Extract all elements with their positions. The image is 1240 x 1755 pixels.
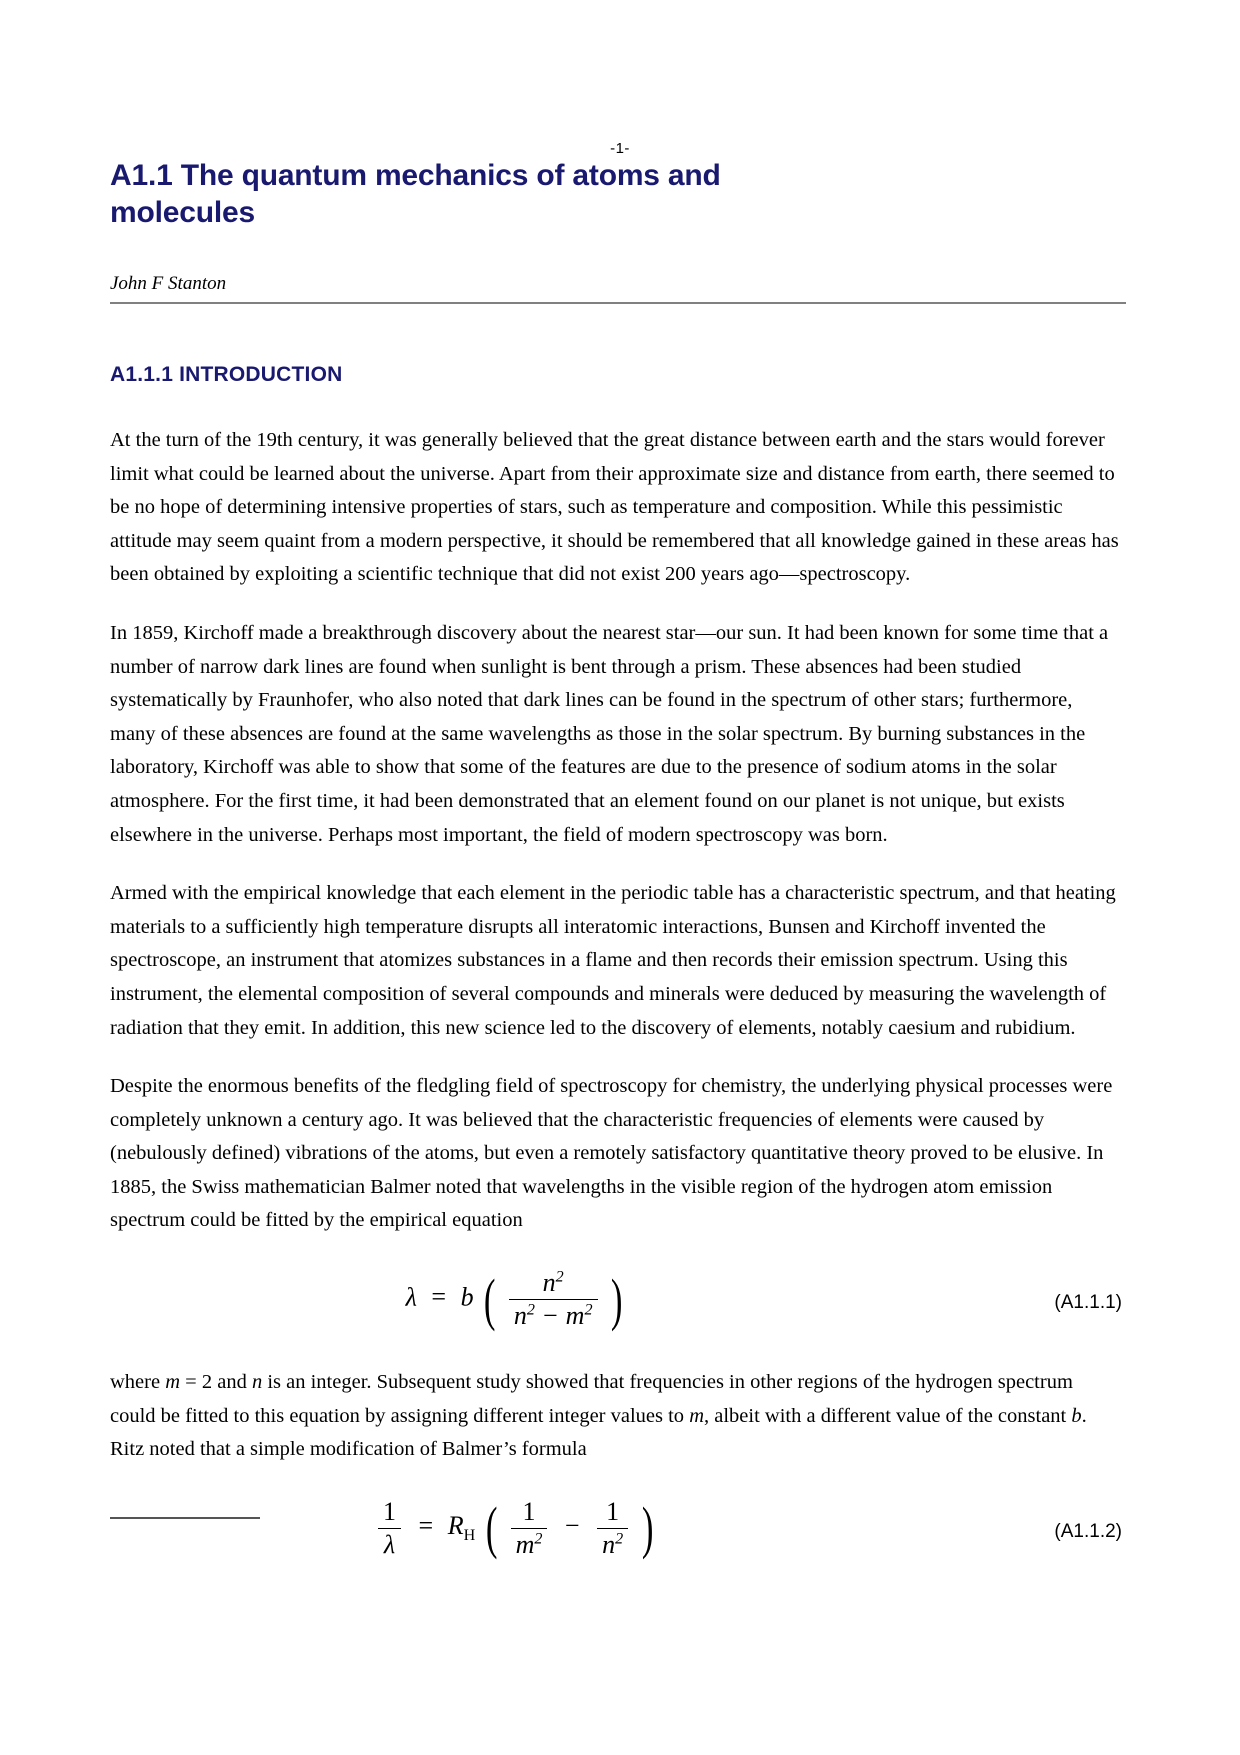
body-content xyxy=(110,424,1122,1595)
equation-lambda-symbol: λ xyxy=(405,1282,417,1312)
paren-open-icon: ( xyxy=(483,1266,496,1332)
fraction-denominator: $n^2 - m^2$ xyxy=(509,1299,598,1331)
equation-equals-sign: = xyxy=(418,1511,434,1541)
paragraph-4: Despite the enormous benefits of the fledgling field of spectroscopy for chemistry, the underlying physical processes were completely unknown a century ago. It was believed that the characteristic frequencies of elements were caused by (nebulously defined) vibrations of the atoms, but even a remotely satisfactory quantitative theory proved to be elusive. In 1885, the Swiss mathematician Balmer noted that wavelengths in the visible region of the hydrogen atom emission spectrum could be fitted by the empirical equation xyxy=(110,1075,1113,1232)
equation-lhs-fraction xyxy=(378,1497,401,1560)
paragraph-2: In 1859, Kirchoff made a breakthrough discovery about the nearest star—our sun. It had been known for some time that a number of narrow dark lines are found when sunlight is bent through a prism. These absences had been studied systematically by Fraunhofer, who also noted that dark lines can be found in the spectrum of other stars; furthermore, many of these absences are found at the same wavelengths as those in the solar spectrum. By burning substances in the laboratory, Kirchoff was able to show that some of the features are due to the presence of sodium atoms in the solar atmosphere. For the first time, it had been demonstrated that an element found on our planet is not unique, but exists elsewhere in the universe. Perhaps most important, the field of modern spectroscopy was born. xyxy=(110,621,1109,846)
page-title: A1.1 The quantum mechanics of atoms and molecules xyxy=(110,159,721,229)
title-block xyxy=(110,158,790,231)
first-term-numerator: 1 xyxy=(522,1496,536,1526)
footnote-divider xyxy=(110,1517,260,1519)
author-name: John F Stanton xyxy=(110,273,227,294)
equation-first-term xyxy=(511,1497,548,1560)
equation-a1-1-2 xyxy=(110,1497,1122,1567)
rydberg-constant: $R_H$ xyxy=(447,1511,476,1545)
equation-label-a1-1-1: (A1.1.1) xyxy=(1054,1292,1122,1314)
page-number: -1- xyxy=(610,140,630,157)
paragraph-5: where m = 2 and n is an integer. Subsequent study showed that frequencies in other regions of the hydrogen spectrum could be fitted to this equation by assigning different integer values to m, albeit with a different value of the constant b. Ritz noted that a simple modification of Balmer’s formula xyxy=(110,1371,1087,1461)
equation-second-term xyxy=(597,1497,628,1560)
second-term-numerator: 1 xyxy=(606,1496,620,1526)
equation-a1-1-1-expression xyxy=(110,1268,1122,1331)
equation-fraction xyxy=(509,1268,598,1331)
equation-minus-sign: − xyxy=(564,1511,580,1541)
equation-a1-1-1 xyxy=(110,1268,1122,1338)
header-divider xyxy=(110,302,1126,304)
equation-a1-1-2-expression xyxy=(110,1497,1122,1560)
lhs-numerator: 1 xyxy=(383,1496,397,1526)
paren-open-icon: ( xyxy=(485,1495,498,1561)
paragraph-1: At the turn of the 19th century, it was generally believed that the great distance between earth and the stars would forever limit what could be learned about the universe. Apart from their approximate size and distance from earth, there seemed to be no hope of determining intensive properties of stars, such as temperature and composition. While this pessimistic attitude may seem quaint from a modern perspective, it should be remembered that all knowledge gained in these areas has been obtained by exploiting a scientific technique that did not exist 200 years ago—spectroscopy. xyxy=(110,429,1119,586)
equation-label-a1-1-2: (A1.1.2) xyxy=(1054,1520,1122,1542)
equation-equals-sign: = xyxy=(431,1282,447,1312)
second-term-denominator: $n^2$ xyxy=(597,1528,628,1560)
section-heading-introduction: A1.1.1 INTRODUCTION xyxy=(110,363,343,386)
fraction-numerator: $n^2$ xyxy=(542,1268,564,1298)
paragraph-3: Armed with the empirical knowledge that each element in the periodic table has a characteristic spectrum, and that heating materials to a sufficiently high temperature disrupts all interatomic interactions, Bunsen and Kirchoff invented the spectroscope, an instrument that atomizes substances in a flame and then records their emission spectrum. Using this instrument, the elemental composition of several compounds and minerals were deduced by measuring the wavelength of radiation that they emit. In addition, this new science led to the discovery of elements, notably caesium and rubidium. xyxy=(110,882,1116,1039)
lhs-denominator: λ xyxy=(378,1528,401,1560)
first-term-denominator: $m^2$ xyxy=(511,1528,548,1560)
paren-close-icon: ) xyxy=(610,1266,623,1332)
paren-close-icon: ) xyxy=(641,1495,654,1561)
equation-coefficient-b: b xyxy=(460,1282,474,1312)
